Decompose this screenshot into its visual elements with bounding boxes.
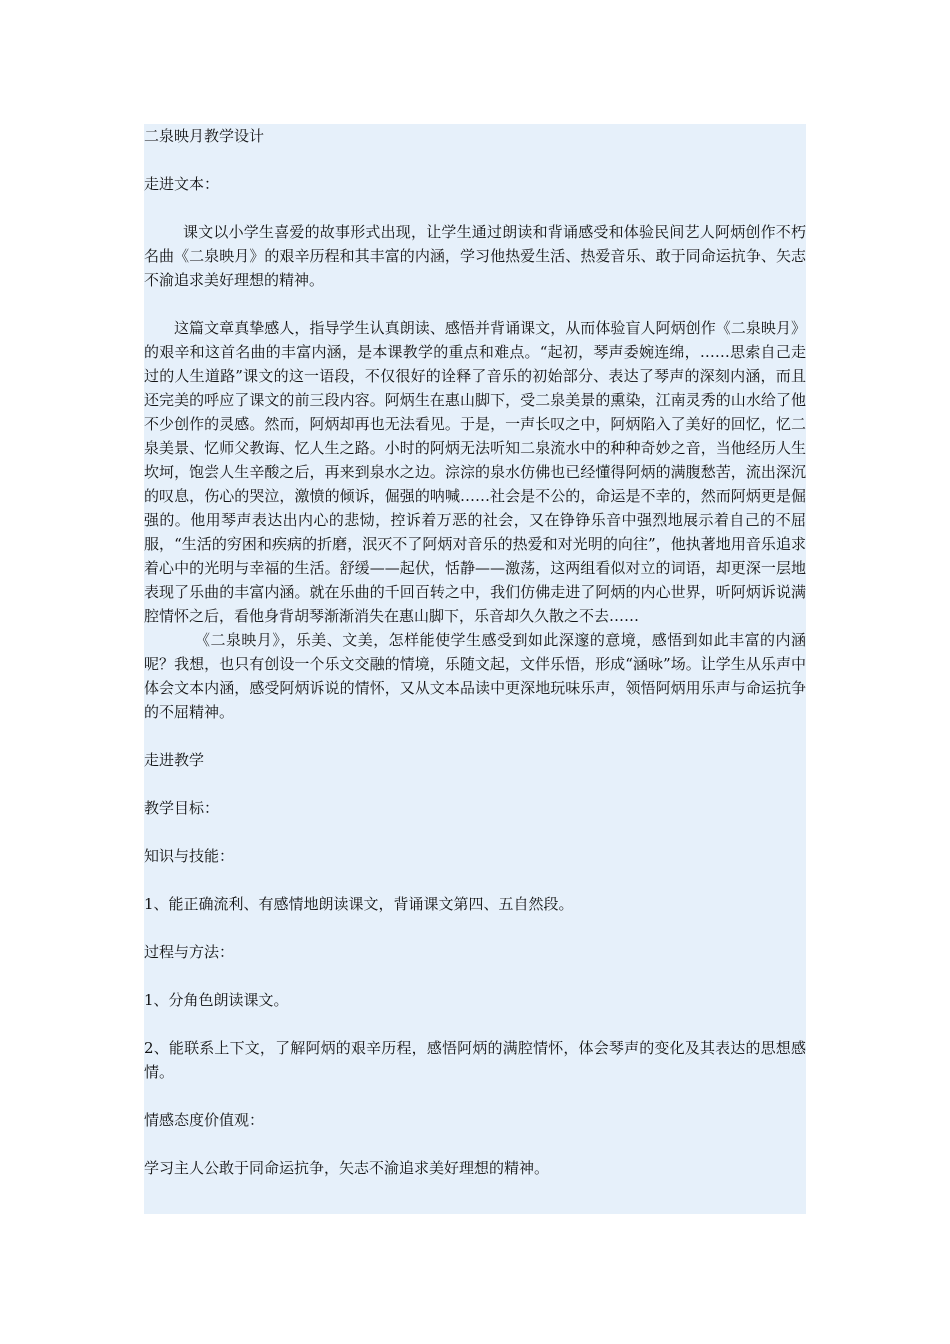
knowledge-heading: 知识与技能：	[144, 847, 235, 865]
emotion-item: 学习主人公敢于同命运抗争，矢志不渝追求美好理想的精神。	[144, 1159, 550, 1177]
spacer	[144, 1084, 806, 1108]
spacer	[144, 916, 806, 940]
process-item: 2、能联系上下文，了解阿炳的艰辛历程，感悟阿炳的满腔情怀，体会琴声的变化及其表达的思想感情。	[144, 1039, 806, 1081]
paragraph-intro: 课文以小学生喜爱的故事形式出现，让学生通过朗读和背诵感受和体验民间艺人阿炳创作不朽名曲《二泉映月》的艰辛历程和其丰富的内涵，学习他热爱生活、热爱音乐、敢于同命运抗争、矢志不渝追求美好理想的精神。	[144, 223, 806, 289]
process-heading: 过程与方法：	[144, 943, 235, 961]
spacer	[144, 868, 806, 892]
spacer	[144, 724, 806, 748]
spacer	[144, 964, 806, 988]
emotion-heading: 情感态度价值观：	[144, 1111, 265, 1129]
process-item: 1、分角色朗读课文。	[144, 991, 289, 1009]
spacer	[144, 292, 806, 316]
document-title: 二泉映月教学设计	[144, 127, 265, 145]
paragraph-analysis: 这篇文章真挚感人，指导学生认真朗读、感悟并背诵课文，从而体验盲人阿炳创作《二泉映月》的艰辛和这首名曲的丰富内涵，是本课教学的重点和难点。“起初，琴声委婉连绵，……思索自己走过的人生道路”课文的这一语段，不仅很好的诠释了音乐的初始部分、表达了琴声的深刻内涵，而且还完美的呼应了课文的前三段内容。阿炳生在惠山脚下，受二泉美景的熏染，江南灵秀的山水给了他不少创作的灵感。然而，阿炳却再也无法看见。于是，一声长叹之中，阿炳陷入了美好的回忆，忆二泉美景、忆师父教诲、忆人生之路。小时的阿炳无法听知二泉流水中的种种奇妙之音，当他经历人生坎坷，饱尝人生辛酸之后，再来到泉水之边。淙淙的泉水仿佛也已经懂得阿炳的满腹愁苦，流出深沉的叹息，伤心的哭泣，激愤的倾诉，倔强的呐喊……社会是不公的，命运是不幸的，然而阿炳更是倔强的。他用琴声表达出内心的悲恸，控诉着万恶的社会，又在铮铮乐音中强烈地展示着自己的不屈服，“生活的穷困和疾病的折磨，泯灭不了阿炳对音乐的热爱和对光明的向往”，他执著地用音乐追求着心中的光明与幸福的生活。舒缓——起伏，恬静——激荡，这两组看似对立的词语，却更深一层地表现了乐曲的丰富内涵。就在乐曲的千回百转之中，我们仿佛走进了阿炳的内心世界，听阿炳诉说满腔情怀之后，看他身背胡琴渐渐消失在惠山脚下，乐音却久久散之不去……	[144, 319, 806, 625]
document-body	[144, 124, 806, 1180]
knowledge-item: 1、能正确流利、有感情地朗读课文，背诵课文第四、五自然段。	[144, 895, 574, 913]
section-heading-teaching: 走进教学	[144, 751, 205, 769]
spacer	[144, 1132, 806, 1156]
spacer	[144, 1012, 806, 1036]
spacer	[144, 148, 806, 172]
goals-heading: 教学目标：	[144, 799, 220, 817]
spacer	[144, 196, 806, 220]
section-heading-text: 走进文本：	[144, 175, 220, 193]
spacer	[144, 820, 806, 844]
spacer	[144, 772, 806, 796]
paragraph-method: 《二泉映月》，乐美、文美，怎样能使学生感受到如此深邃的意境，感悟到如此丰富的内涵呢？我想，也只有创设一个乐文交融的情境，乐随文起，文伴乐悟，形成“涵咏”场。让学生从乐声中体会文本内涵，感受阿炳诉说的情怀，又从文本品读中更深地玩味乐声，领悟阿炳用乐声与命运抗争的不屈精神。	[144, 631, 806, 721]
